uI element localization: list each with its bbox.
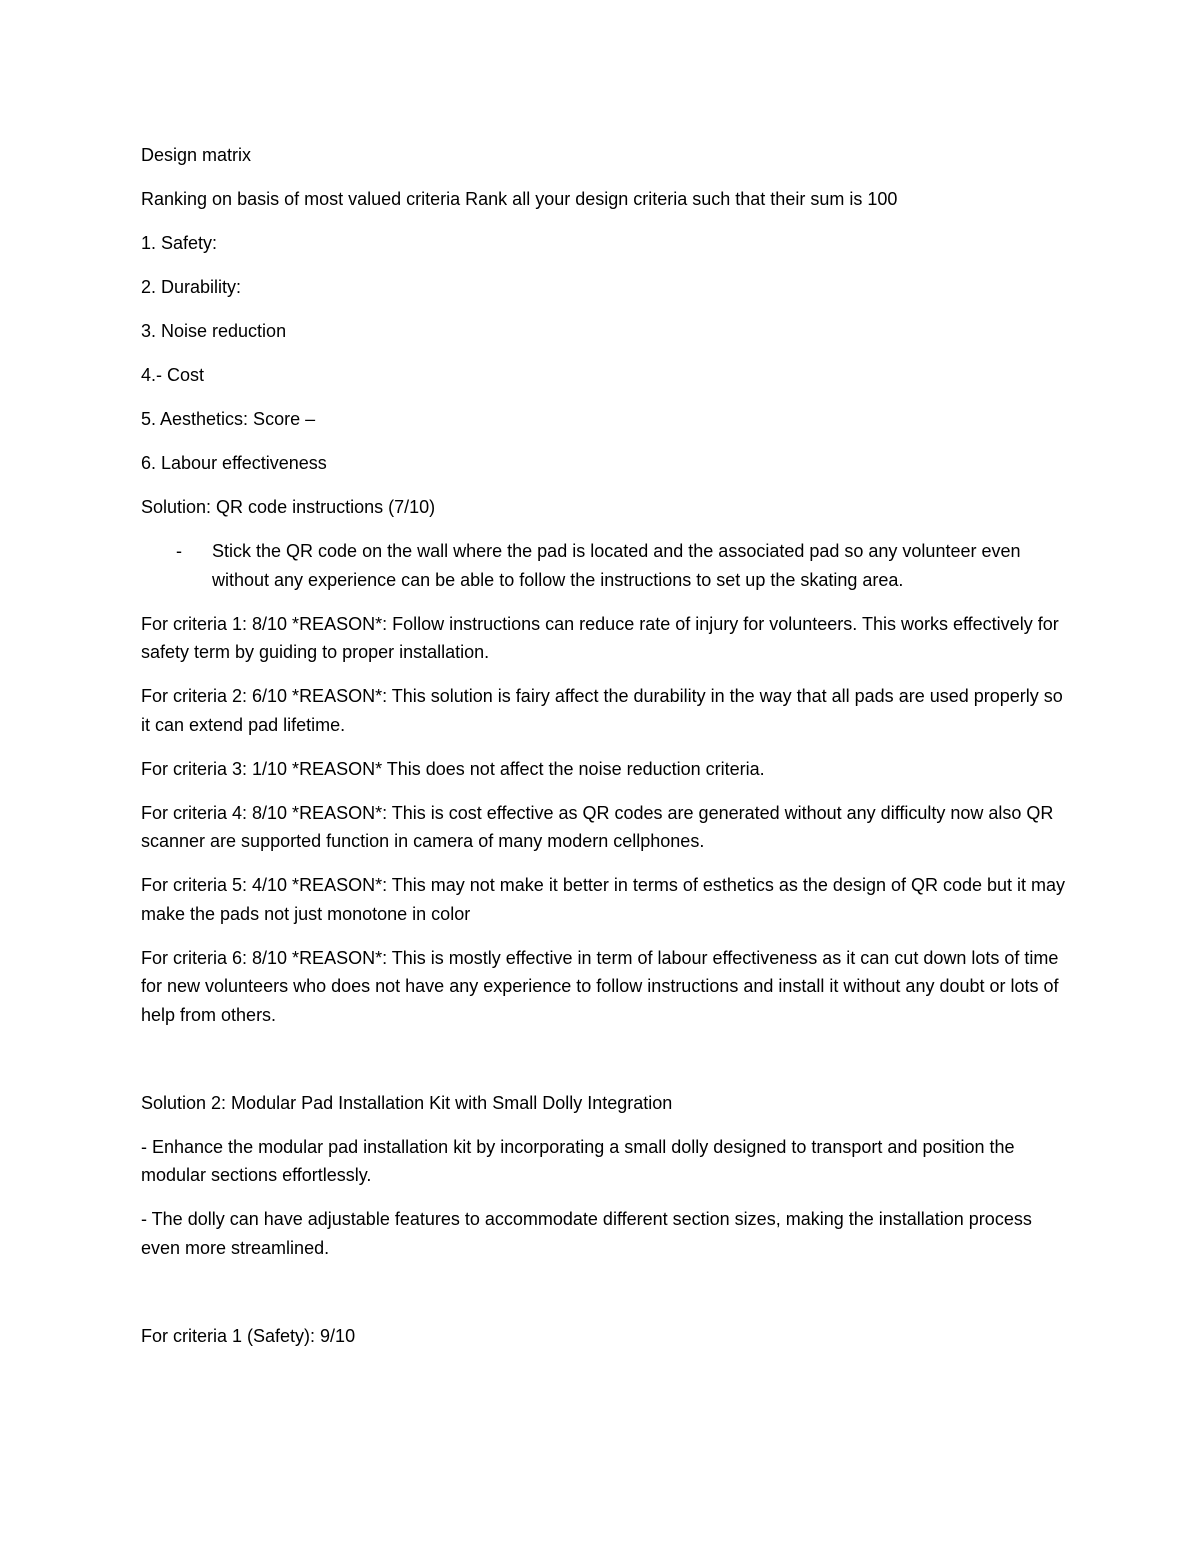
- criteria-item: 3. Noise reduction: [141, 321, 287, 341]
- solution-2-heading: Solution 2: Modular Pad Installation Kit with Small Dolly Integration: [141, 1092, 673, 1113]
- criteria-score: For criteria 4: 8/10 *REASON*: This is cost effective as QR codes are generated without any difficulty now also QR scanner are supported function in camera of many modern cellphones.: [141, 802, 1054, 851]
- document-body: [141, 141, 1071, 1366]
- criteria-item: 1. Safety:: [141, 233, 218, 253]
- document-title: Design matrix: [141, 145, 252, 165]
- blank-line: [141, 1045, 1071, 1089]
- solution-1-bullet: [141, 537, 1071, 594]
- criteria-score: For criteria 2: 6/10 *REASON*: This solution is fairy affect the durability in the way that all pads are used properly so it can extend pad lifetime.: [141, 686, 1063, 735]
- criteria-score: For criteria 1: 8/10 *REASON*: Follow instructions can reduce rate of injury for volunteers. This works effectively for safety term by guiding to proper installation.: [141, 613, 1059, 662]
- bullet-text: Stick the QR code on the wall where the pad is located and the associated pad so any volunteer even without any experience can be able to follow the instructions to set up the skating area.: [212, 541, 1021, 590]
- criteria-item: 2. Durability:: [141, 277, 242, 297]
- intro-paragraph: Ranking on basis of most valued criteria Rank all your design criteria such that their sum is 100: [141, 189, 898, 209]
- blank-line: [141, 1278, 1071, 1322]
- solution-2-point: - The dolly can have adjustable features to accommodate different section sizes, making the installation process even more streamlined.: [141, 1209, 1032, 1258]
- criteria-item: 4.- Cost: [141, 365, 205, 385]
- criteria-score: For criteria 6: 8/10 *REASON*: This is mostly effective in term of labour effectiveness as it can cut down lots of time for new volunteers who does not have any experience to follow instructions and install it without any doubt or lots of help from others.: [141, 947, 1059, 1025]
- bullet-dash: -: [176, 541, 182, 561]
- solution-2-point: - Enhance the modular pad installation kit by incorporating a small dolly designed to transport and position the modular sections effortlessly.: [141, 1136, 1015, 1185]
- criteria-item: 6. Labour effectiveness: [141, 453, 327, 473]
- criteria-score: For criteria 3: 1/10 *REASON* This does not affect the noise reduction criteria.: [141, 758, 765, 779]
- solution-1-heading: Solution: QR code instructions (7/10): [141, 497, 436, 517]
- criteria-item: 5. Aesthetics: Score –: [141, 409, 316, 429]
- solution-2-score: For criteria 1 (Safety): 9/10: [141, 1325, 356, 1346]
- criteria-score: For criteria 5: 4/10 *REASON*: This may not make it better in terms of esthetics as the design of QR code but it may make the pads not just monotone in color: [141, 875, 1066, 924]
